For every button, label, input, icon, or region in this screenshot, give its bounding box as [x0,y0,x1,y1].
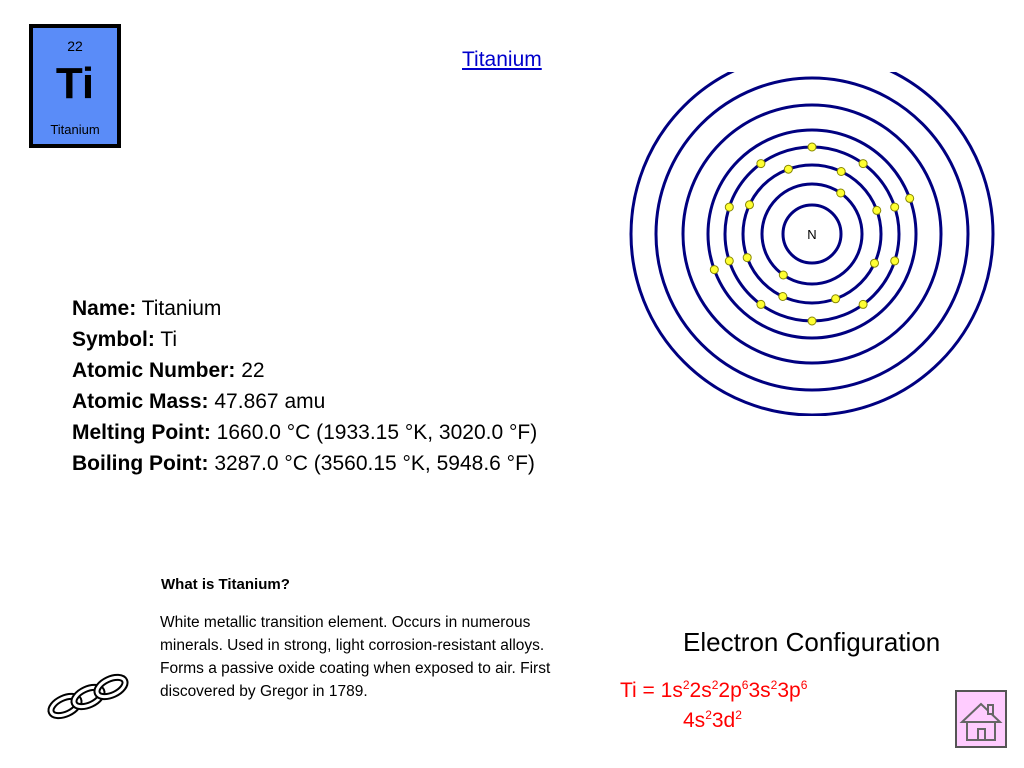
property-label: Symbol: [72,328,155,351]
orbital-electron-count: 2 [682,678,690,692]
electron [871,259,879,267]
electron-config-orbitals [661,679,808,702]
property-label: Melting Point: [72,421,211,444]
property-row [72,324,537,355]
properties-list [72,293,537,479]
electron [873,206,881,214]
electron [710,266,718,274]
property-value: 22 [241,359,265,382]
tile-symbol: Ti [55,59,95,108]
title-link[interactable]: Titanium [462,48,542,71]
orbital-electron-count: 2 [770,678,778,692]
orbital-term: 3p [777,679,801,702]
electron-config-line-2 [683,708,742,733]
orbital-term: 3s [748,679,771,702]
property-label: Atomic Mass: [72,390,209,413]
electron [808,143,816,151]
property-value: 1660.0 °C (1933.15 °K, 3020.0 °F) [216,421,538,444]
electron [779,271,787,279]
orbital-electron-count: 2 [711,678,719,692]
orbital-term: 2p [718,679,742,702]
electron [906,194,914,202]
property-row [72,355,537,386]
electron [859,160,867,168]
electron [891,203,899,211]
atom-diagram [626,72,998,416]
electron-config-line-1 [620,678,807,703]
orbital-electron-count: 2 [705,708,712,722]
property-value: Titanium [141,297,222,320]
chain-link-icon[interactable] [45,670,131,722]
electron-config-heading: Electron Configuration [683,627,941,657]
electron [891,257,899,265]
property-label: Atomic Number: [72,359,236,382]
electron [779,293,787,301]
property-value: Ti [160,328,178,351]
property-label: Boiling Point: [72,452,209,475]
electron [757,160,765,168]
orbital-term: 2s [689,679,712,702]
property-row [72,448,537,479]
orbital-electron-count: 2 [735,708,742,722]
property-row [72,417,537,448]
orbits [631,72,993,415]
electron [859,300,867,308]
electron [746,201,754,209]
property-row [72,293,537,324]
electron [743,254,751,262]
what-is-text: White metallic transition element. Occurs in numerous minerals. Used in strong, light corrosion-resistant alloys. Forms a passive oxide coating when exposed to air. First discovered by Gregor in 1789. [160,614,551,700]
electron-config-prefix: Ti = [620,679,661,702]
element-tile [29,24,121,148]
electron-config-orbitals [683,709,742,732]
tile-name: Titanium [50,122,100,137]
property-label: Name: [72,297,137,320]
property-value: 47.867 amu [214,390,326,413]
electron [837,189,845,197]
nucleus-label: N [807,227,817,242]
electron [837,168,845,176]
electron [725,203,733,211]
orbital-term: 1s [660,679,683,702]
tile-atomic-number: 22 [67,38,83,54]
electron [808,317,816,325]
orbital-electron-count: 6 [741,678,749,692]
property-value: 3287.0 °C (3560.15 °K, 5948.6 °F) [214,452,535,475]
electron [784,165,792,173]
orbital-term: 4s [683,709,706,732]
home-button[interactable] [955,690,1007,748]
home-icon [957,692,1005,746]
electron [832,295,840,303]
orbital-electron-count: 6 [800,678,808,692]
property-row [72,386,537,417]
what-is-heading: What is Titanium? [161,576,290,593]
orbital-term: 3d [711,709,736,732]
electron [757,300,765,308]
electron [725,257,733,265]
